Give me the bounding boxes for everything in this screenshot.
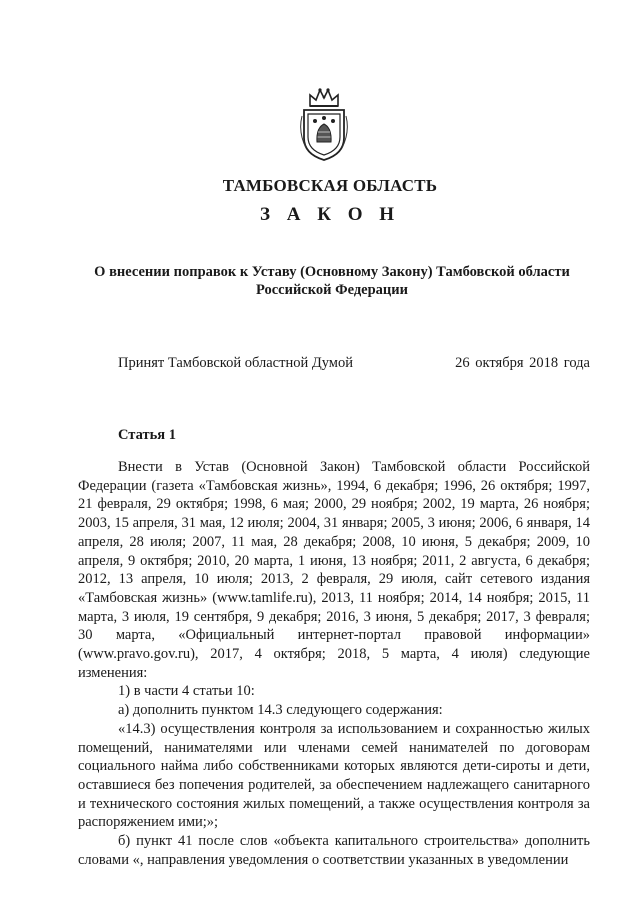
article-body	[78, 458, 590, 869]
adoption-date: 26 октября 2018 года	[455, 355, 590, 371]
article-paragraph: «14.3) осуществления контроля за использованием и сохранностью жилых помещений, нанимателями или членами семей нанимателей по договорам социального найма либо собственниками которых являются дети-сироты и дети, оставшиеся без попечения родителей, за обеспечением надлежащего санитарного и технического состояния жилых помещений, а также осуществления контроля за распоряжением ими;»;	[78, 720, 590, 831]
article-paragraph: Внести в Устав (Основной Закон) Тамбовской области Российской Федерации (газета «Тамбовская жизнь», 1994, 6 декабря; 1996, 26 октября; 1997, 21 февраля, 29 октября; 1998, 6 мая; 2000, 29 ноября; 2002, 19 марта, 26 ноября; 2003, 15 апреля, 31 мая, 12 июля; 2004, 31 января; 2005, 3 июня; 2006, 6 января, 14 апреля, 28 июля; 2007, 11 мая, 28 декабря; 2008, 10 июня, 5 декабря; 2009, 10 апреля, 9 октября; 2010, 20 марта, 1 июня, 13 ноября; 2011, 2 августа, 6 декабря; 2012, 13 апреля, 10 июля; 2013, 2 февраля, 29 июля, сайт сетевого издания «Тамбовская жизнь» (www.tamlife.ru), 2013, 11 ноября; 2014, 14 ноября; 2015, 11 марта, 3 июля, 19 сентября, 9 декабря; 2016, 3 июня, 5 декабря; 2017, 3 февраля; 30 марта, «Официальный интернет-портал правовой информации» (www.pravo.gov.ru), 2017, 4 октября; 2018, 5 марта, 4 июля) следующие изменения:	[78, 459, 590, 681]
article-paragraph: б) пункт 41 после слов «объекта капитального строительства» дополнить словами «, направления уведомления о соответствии указанных в уведомлении	[78, 833, 590, 868]
article-paragraph: 1) в части 4 статьи 10:	[118, 683, 255, 700]
adopted-by-text: Принят Тамбовской областной Думой	[118, 355, 353, 371]
article-paragraph: а) дополнить пунктом 14.3 следующего содержания:	[118, 702, 443, 719]
law-title: З А К О Н	[259, 204, 401, 225]
document-heading: О внесении поправок к Уставу (Основному Закону) Тамбовской области Российской Федерации	[94, 264, 570, 298]
region-title: ТАМБОВСКАЯ ОБЛАСТЬ	[222, 176, 438, 195]
article-heading: Статья 1	[118, 427, 176, 443]
tambov-coat-of-arms-icon	[296, 86, 352, 162]
